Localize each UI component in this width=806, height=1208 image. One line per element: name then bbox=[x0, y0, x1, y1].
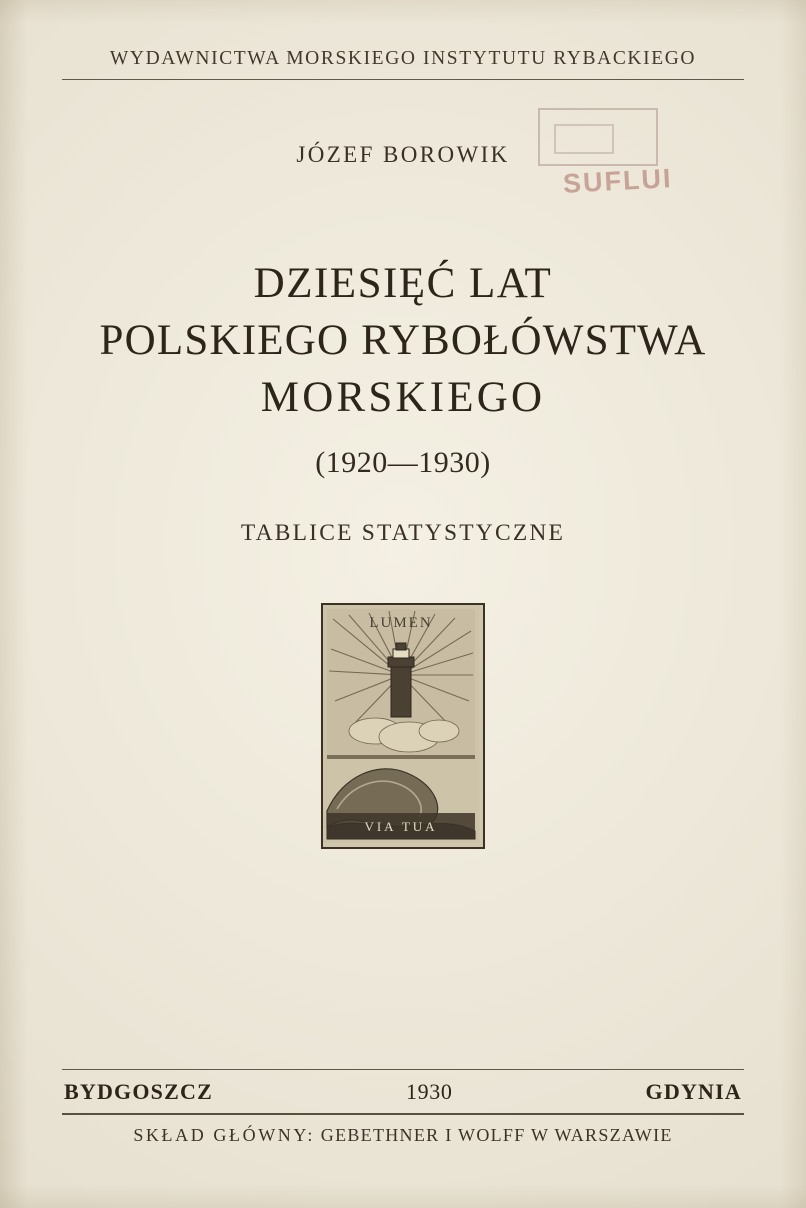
imprint-line bbox=[62, 1070, 744, 1113]
imprint-year: 1930 bbox=[406, 1079, 453, 1104]
library-stamp-text: SUFLUI bbox=[562, 163, 674, 199]
title-line-3: MORSKIEGO bbox=[260, 373, 546, 421]
publisher-series-line: WYDAWNICTWA MORSKIEGO INSTYTUTU RYBACKIEGO bbox=[109, 48, 697, 69]
author-block bbox=[62, 142, 744, 199]
footer-divider-middle bbox=[62, 1113, 744, 1115]
title-line-1: DZIESIĘĆ LAT bbox=[253, 260, 553, 307]
svg-text:LUMEN: LUMEN bbox=[369, 615, 433, 632]
page-title bbox=[62, 256, 744, 426]
publisher-lighthouse-emblem-icon bbox=[321, 603, 485, 849]
library-stamp-box-icon bbox=[538, 108, 658, 166]
title-line-2: POLSKIEGO RYBOŁÓWSTWA bbox=[99, 316, 707, 364]
title-subtitle: TABLICE STATYSTYCZNE bbox=[240, 520, 566, 547]
header-divider bbox=[62, 79, 744, 80]
page-footer bbox=[62, 1069, 744, 1146]
distributor-lead: SKŁAD GŁÓWNY: bbox=[133, 1125, 315, 1145]
distributor-name: GEBETHNER I WOLFF W WARSZAWIE bbox=[320, 1125, 673, 1145]
emblem-artwork bbox=[323, 605, 479, 843]
title-year-range: (1920—1930) bbox=[315, 446, 491, 480]
svg-text:VIA TUA: VIA TUA bbox=[364, 819, 438, 835]
imprint-place-left: BYDGOSZCZ bbox=[64, 1079, 213, 1104]
distributor-line bbox=[62, 1115, 744, 1146]
imprint-place-right: GDYNIA bbox=[645, 1079, 742, 1104]
footer-divider-top bbox=[62, 1069, 744, 1070]
emblem-container bbox=[62, 603, 744, 849]
author-name: JÓZEF BOROWIK bbox=[296, 142, 510, 167]
